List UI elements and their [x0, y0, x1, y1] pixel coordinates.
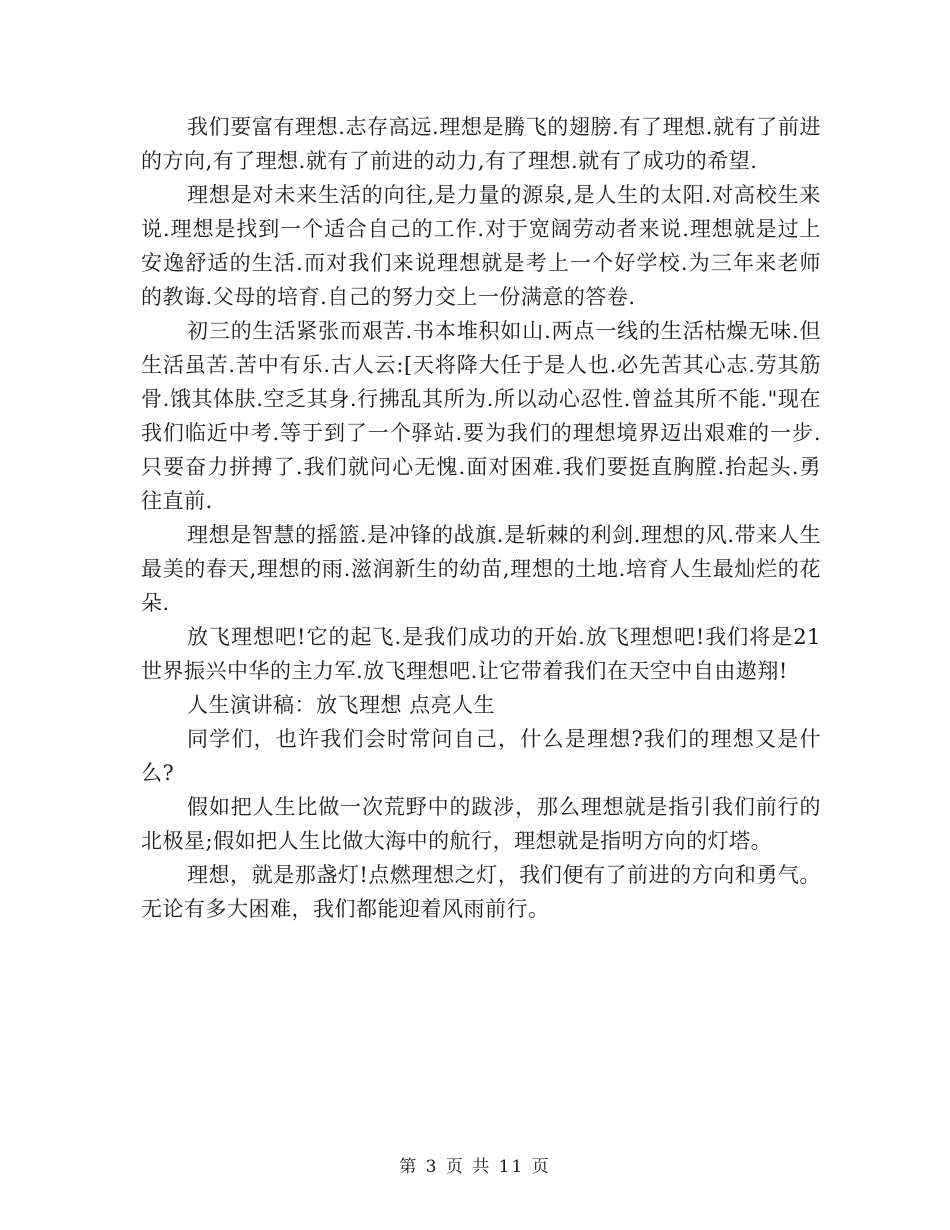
- paragraph-4: 理想是智慧的摇篮.是冲锋的战旗.是斩棘的利剑.理想的风.带来人生最美的春天,理想的雨.滋润新生的幼苗,理想的土地.培育人生最灿烂的花朵.: [141, 523, 821, 615]
- page-number-footer: 第 3 页 共 11 页: [399, 1157, 551, 1177]
- paragraph-3: 初三的生活紧张而艰苦.书本堆积如山.两点一线的生活枯燥无味.但生活虽苦.苦中有乐.古人云:[天将降大任于是人也.必先苦其心志.劳其筋骨.饿其体肤.空乏其身.行拂乱其所为.所以动心忍性.曾益其所不能."现在我们临近中考.等于到了一个驿站.要为我们的理想境界迈出艰难的一步.只要奋力拼搏了.我们就问心无愧.面对困难.我们要挺直胸膛.抬起头.勇往直前.: [141, 319, 821, 513]
- paragraph-6: 同学们，也许我们会时常问自己，什么是理想?我们的理想又是什么?: [141, 727, 821, 785]
- paragraph-8: 理想，就是那盏灯!点燃理想之灯，我们便有了前进的方向和勇气。无论有多大困难，我们都能迎着风雨前行。: [141, 863, 821, 921]
- paragraph-7: 假如把人生比做一次荒野中的跋涉，那么理想就是指引我们前行的北极星;假如把人生比做大海中的航行，理想就是指明方向的灯塔。: [141, 795, 821, 853]
- paragraph-1: 我们要富有理想.志存高远.理想是腾飞的翅膀.有了理想.就有了前进的方向,有了理想.就有了前进的动力,有了理想.就有了成功的希望.: [141, 115, 821, 173]
- paragraph-2: 理想是对未来生活的向往,是力量的源泉,是人生的太阳.对高校生来说.理想是找到一个适合自己的工作.对于宽阔劳动者来说.理想就是过上安逸舒适的生活.而对我们来说理想就是考上一个好学校.为三年来老师的教诲.父母的培育.自己的努力交上一份满意的答卷.: [141, 183, 821, 309]
- section-heading: 人生演讲稿：放飞理想 点亮人生: [187, 693, 496, 717]
- document-body: [141, 110, 821, 926]
- paragraph-5: 放飞理想吧!它的起飞.是我们成功的开始.放飞理想吧!我们将是21世界振兴中华的主力军.放飞理想吧.让它带着我们在天空中自由遨翔!: [141, 625, 821, 683]
